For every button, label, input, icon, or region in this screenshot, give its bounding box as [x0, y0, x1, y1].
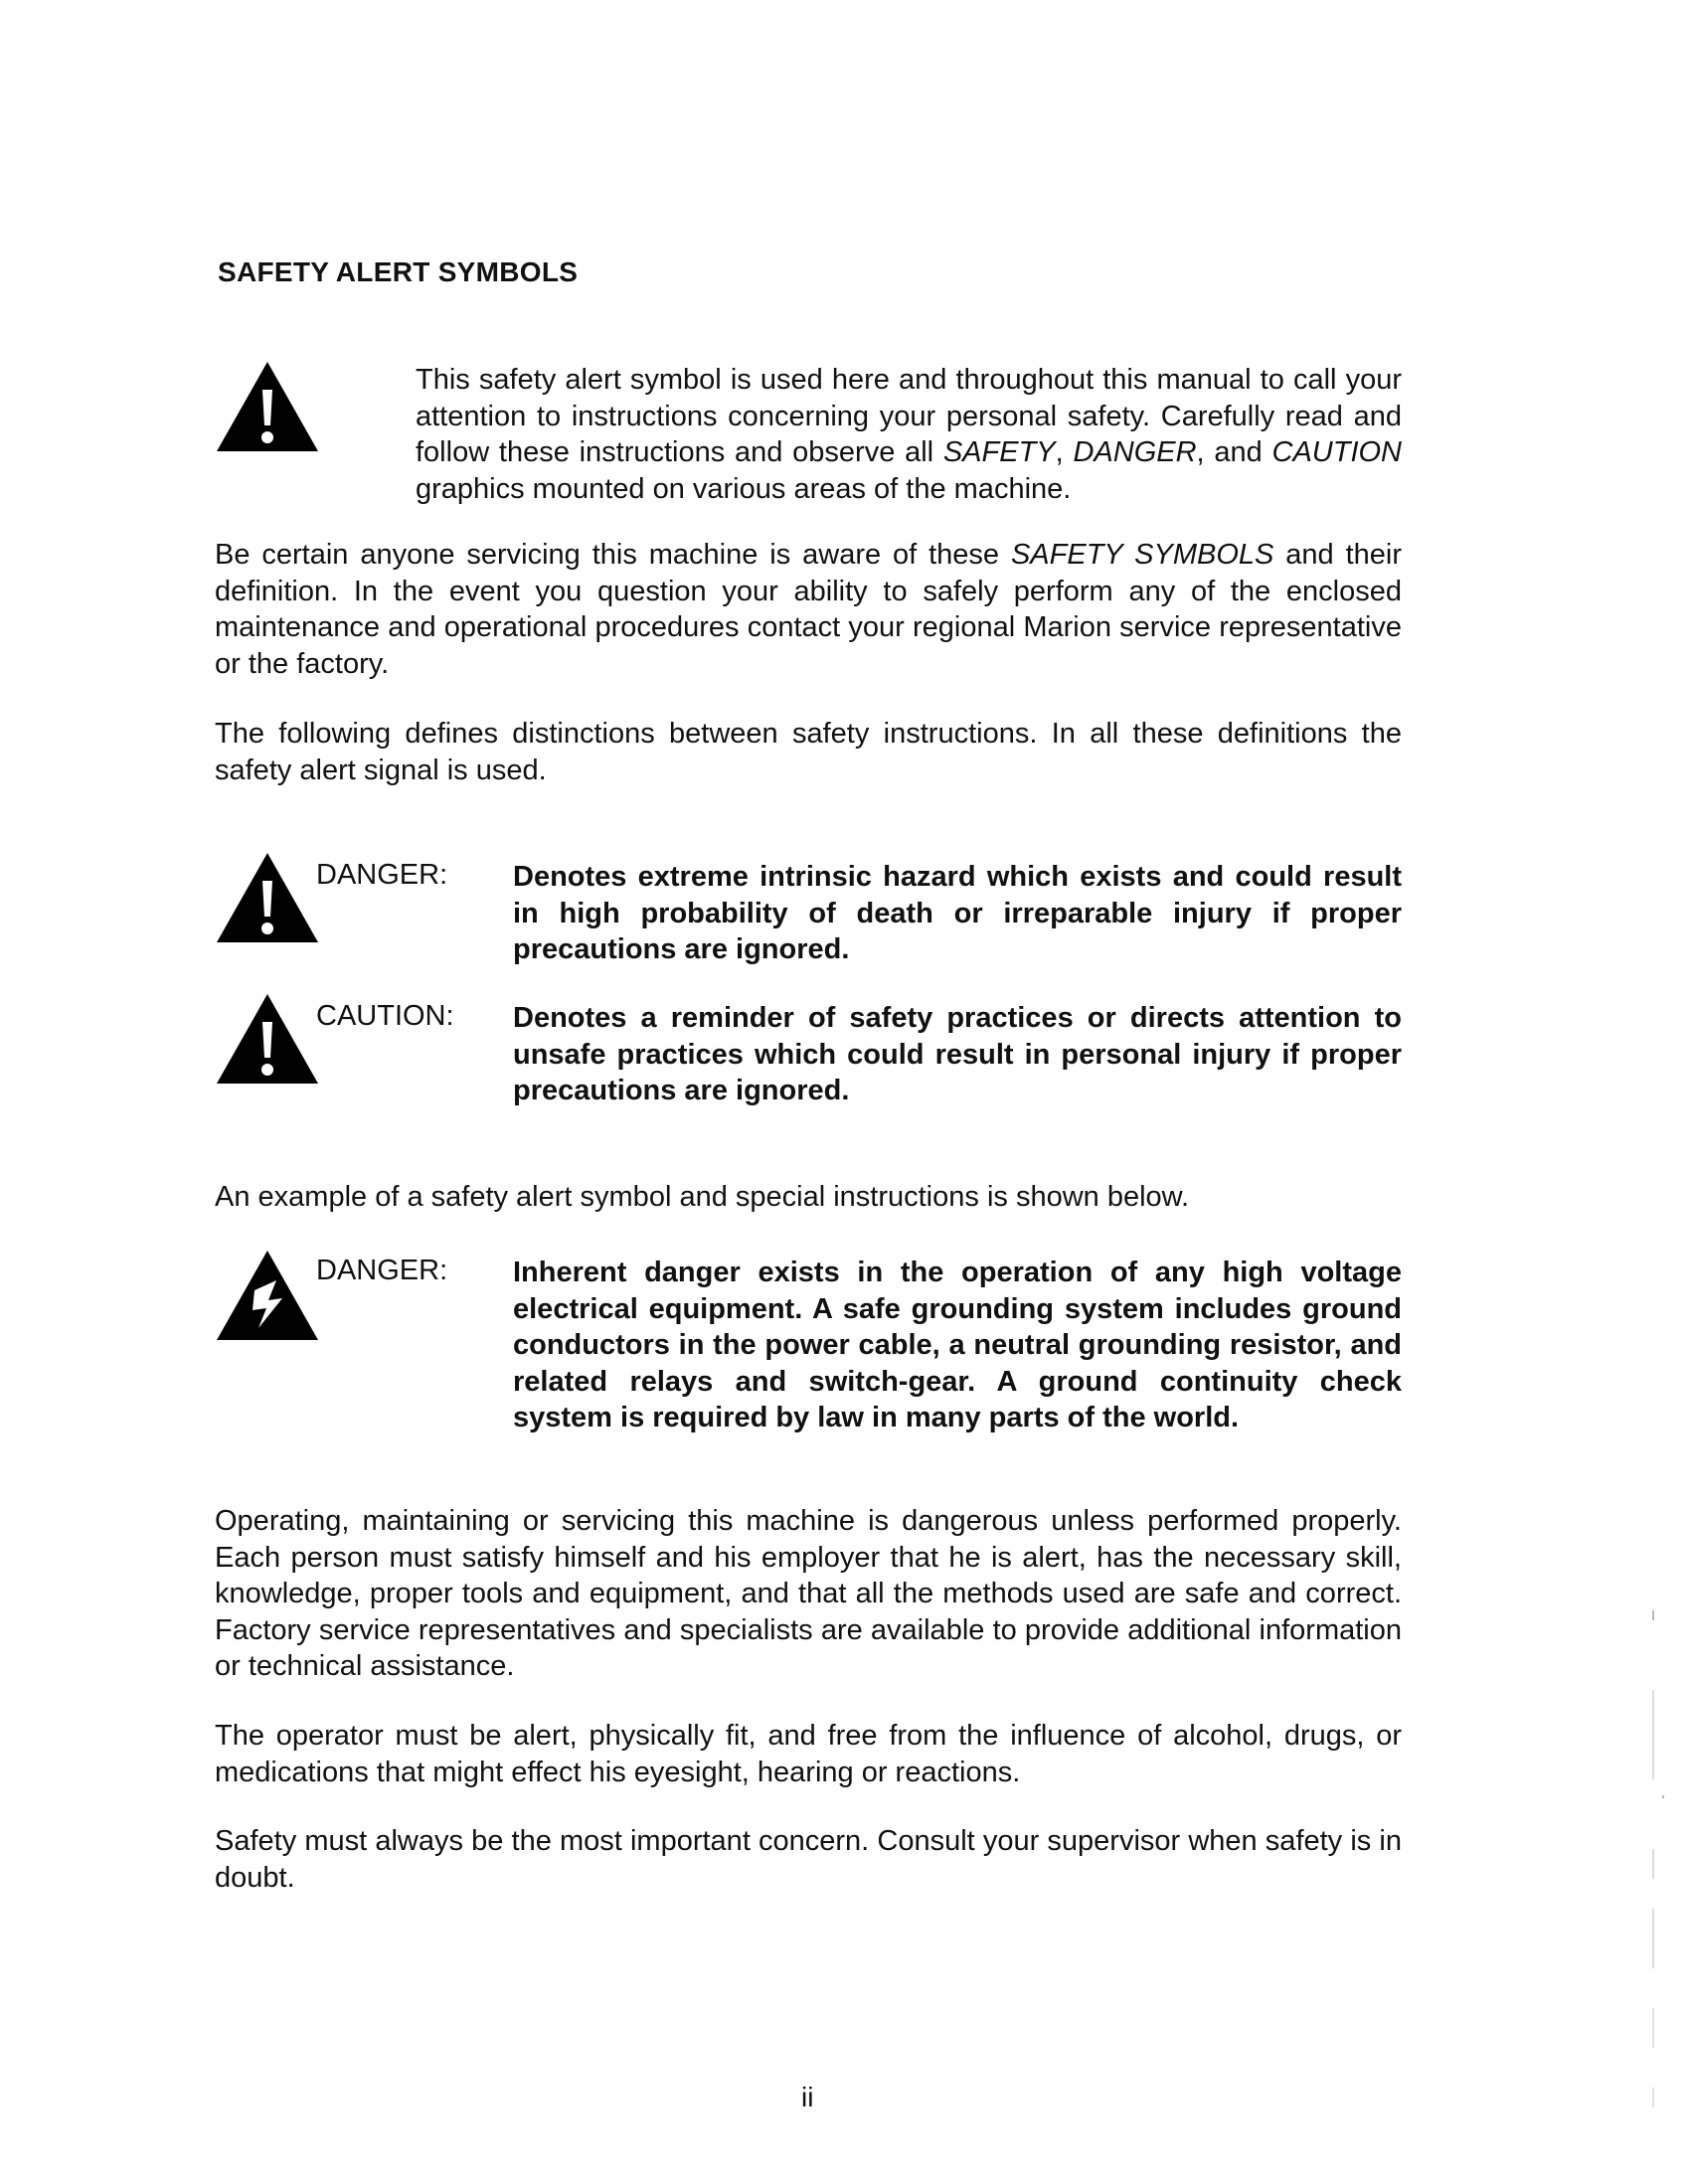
caution-definition: Denotes a reminder of safety practices or directs attention to unsafe practices which could result in personal injury if proper precautions are ignored.: [513, 1002, 1402, 1106]
emphasis-danger: DANGER: [1073, 436, 1197, 468]
page-number: ii: [801, 2082, 814, 2112]
section-heading: SAFETY ALERT SYMBOLS: [218, 256, 579, 287]
emphasis-safety-symbols: SAFETY SYMBOLS: [1010, 539, 1274, 571]
scan-speck: [1652, 1849, 1654, 1879]
warning-triangle-exclamation-icon: [215, 360, 320, 453]
paragraph-text: and their definition. In the event you question your ability to safely perform any of the enclosed maintenance and operational procedures contact your regional Marion service representative or the factory.: [215, 539, 1402, 680]
intro-line-3: [416, 434, 1402, 471]
intro-text: , and: [1196, 436, 1272, 468]
danger-label: DANGER:: [316, 859, 448, 891]
intro-line-4: graphics mounted on various areas of the machine.: [416, 472, 1072, 505]
scan-speck: [1652, 1909, 1654, 1968]
example-danger-text: Inherent danger exists in the operation of any high voltage electrical equipment. A safe grounding system includes ground conductors in the power cable, a neutral grounding resistor, and related relays and switch-gear. A ground continuity check system is required by law in many parts of the world.: [513, 1257, 1402, 1433]
awareness-paragraph: [215, 537, 1402, 682]
scan-speck: [1662, 1795, 1664, 1798]
example-intro: An example of a safety alert symbol and special instructions is shown below.: [215, 1181, 1190, 1213]
warning-triangle-exclamation-icon: [215, 851, 320, 944]
intro-line-1: This safety alert symbol is used here and throughout this manual to call your: [416, 364, 1402, 396]
emphasis-safety: SAFETY: [942, 436, 1056, 468]
danger-definition: Denotes extreme intrinsic hazard which exists and could result in high probability of death or irreparable injury if proper precautions are ignored.: [513, 861, 1402, 965]
caution-label: CAUTION:: [316, 1000, 454, 1032]
distinctions-paragraph: The following defines distinctions between safety instructions. In all these definitions the safety alert signal is used.: [215, 718, 1402, 786]
paragraph-text: Be certain anyone servicing this machine is aware of these: [215, 539, 1011, 571]
emphasis-caution: CAUTION: [1271, 436, 1402, 468]
example-danger-label: DANGER:: [316, 1255, 448, 1286]
intro-text: follow these instructions and observe all: [416, 436, 943, 468]
safety-concern-paragraph: Safety must always be the most important concern. Consult your supervisor when safety is in doubt.: [215, 1825, 1402, 1894]
intro-paragraph: [416, 362, 1402, 507]
operator-fitness-paragraph: The operator must be alert, physically fit, and free from the influence of alcohol, drugs, or medications that might effect his eyesight, hearing or reactions.: [215, 1720, 1402, 1788]
intro-text: ,: [1055, 436, 1074, 468]
scan-speck: [1652, 1610, 1654, 1620]
scan-speck: [1652, 2088, 1654, 2107]
warning-triangle-lightning-icon: [215, 1249, 320, 1342]
warning-triangle-exclamation-icon: [215, 992, 320, 1086]
intro-line-2: attention to instructions concerning your personal safety. Carefully read and: [416, 400, 1402, 432]
operation-paragraph: Operating, maintaining or servicing this machine is dangerous unless performed properly. Each person must satisfy himself and his employer that he is alert, has the necessary skill, knowledge, proper tools and equipment, and that all the methods used are safe and correct. Factory service representatives and specialists are available to provide additional information or technical assistance.: [215, 1505, 1402, 1682]
scan-speck: [1652, 1690, 1654, 1779]
scan-speck: [1652, 2008, 1654, 2048]
